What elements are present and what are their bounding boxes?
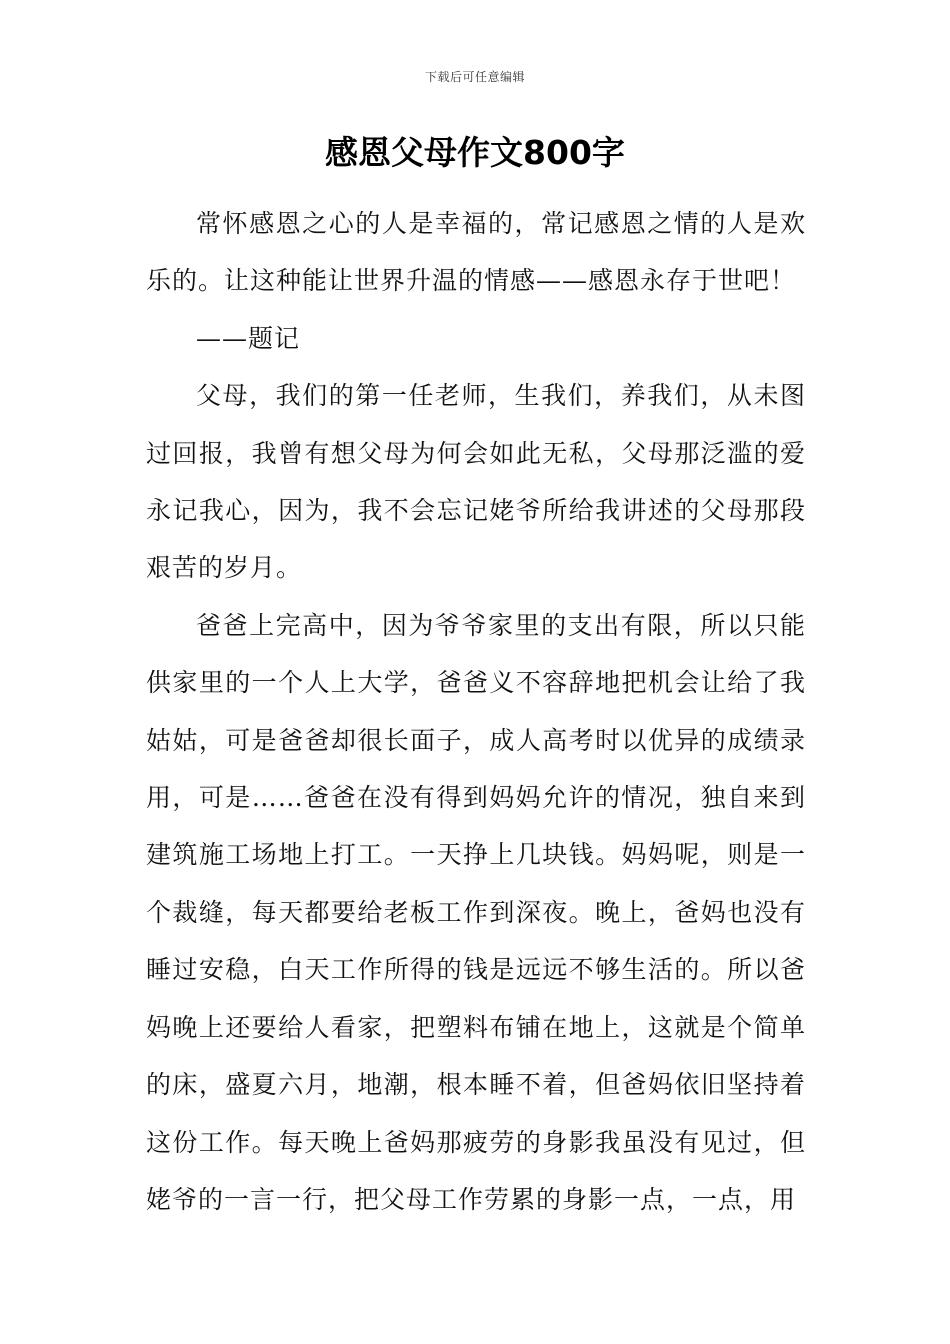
document-body — [146, 195, 806, 1228]
paragraph-intro: 常怀感恩之心的人是幸福的，常记感恩之情的人是欢乐的。让这种能让世界升温的情感——感恩永存于世吧！ — [146, 209, 806, 296]
paragraph-epigraph-attribution: ——题记 — [196, 323, 301, 353]
paragraph-parents: 父母，我们的第一任老师，生我们，养我们，从未图过回报，我曾有想父母为何会如此无私，父母那泛滥的爱永记我心，因为，我不会忘记姥爷所给我讲述的父母那段艰苦的岁月。 — [146, 381, 806, 583]
paragraph-father-story: 爸爸上完高中，因为爷爷家里的支出有限，所以只能供家里的一个人上大学，爸爸义不容辞地把机会让给了我姑姑，可是爸爸却很长面子，成人高考时以优异的成绩录用，可是……爸爸在没有得到妈妈允许的情况，独自来到建筑施工场地上打工。一天挣上几块钱。妈妈呢，则是一个裁缝，每天都要给老板工作到深夜。晚上，爸妈也没有睡过安稳，白天工作所得的钱是远远不够生活的。所以爸妈晚上还要给人看家，把塑料布铺在地上，这就是个简单的床，盛夏六月，地潮，根本睡不着，但爸妈依旧坚持着这份工作。每天晚上爸妈那疲劳的身影我虽没有见过，但姥爷的一言一行，把父母工作劳累的身影一点，一点，用 — [146, 610, 806, 1214]
document-title: 感恩父母作文800字 — [325, 133, 625, 172]
header-note: 下载后可任意编辑 — [424, 70, 525, 84]
